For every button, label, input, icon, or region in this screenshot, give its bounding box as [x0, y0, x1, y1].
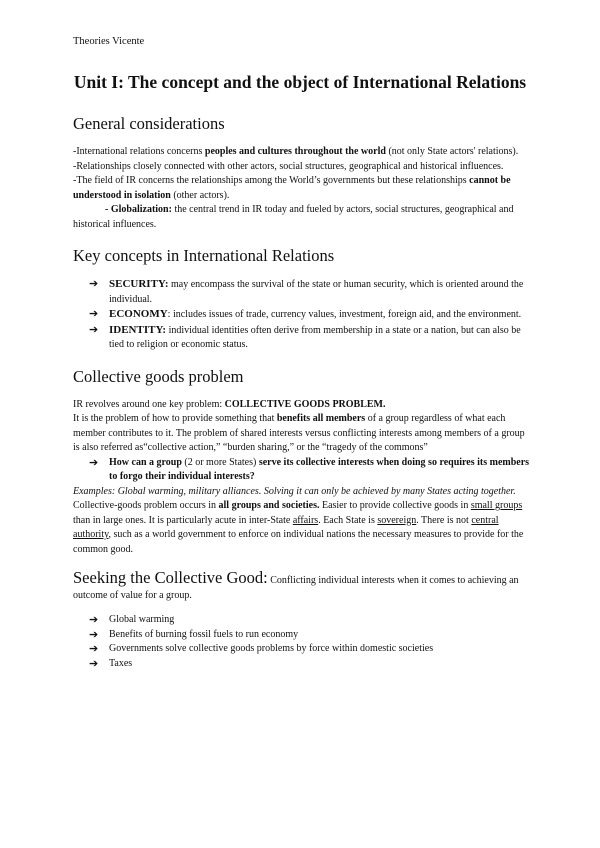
paragraph: Collective-goods problem occurs in all groups and societies. Easier to provide collective goods in small groups than in large ones. It is particularly acute in inter-State affairs. Each State is sovereign. There is not central authority, such as a world government to enforce on individual nations the necessary measures to provide for the common good. — [73, 500, 524, 555]
section-heading-seeking: Seeking the Collective Good: — [73, 568, 268, 587]
list-item: ➔ Taxes — [89, 657, 133, 670]
list-item: ➔ SECURITY: may encompass the survival of the state or human security, which is oriented around the individual. — [89, 278, 524, 305]
section-collective-goods — [73, 367, 533, 558]
section-key-concepts — [73, 246, 533, 353]
section-heading-collective-goods: Collective goods problem — [73, 366, 244, 386]
question-list — [73, 456, 533, 485]
paragraph: It is the problem of how to provide something that benefits all members of a group regardless of what each member contributes to it. The problem of shared interests versus conflicting interests among members of a group is also referred as“collective action,” “burden sharing,” or the “tragedy of the commons” — [73, 413, 525, 453]
paragraph: -Relationships closely connected with other actors, social structures, geographical and historical influences. — [73, 160, 504, 172]
paragraph: -The field of IR concerns the relationships among the World’s governments but these relationships cannot be understood in isolation (other actors). — [73, 175, 511, 201]
arrow-icon: ➔ — [89, 657, 99, 670]
arrow-icon: ➔ — [89, 643, 99, 655]
paragraph: -International relations concerns peoples and cultures throughout the world (not only State actors' relations). — [73, 146, 519, 157]
list-item: ➔ ECONOMY: includes issues of trade, currency values, investment, foreign aid, and the environment. — [89, 308, 522, 320]
paragraph: - Globalization: the central trend in IR today and fueled by actors, social structures, geographical and historical influences. — [73, 204, 514, 230]
list-item: ➔ IDENTITY: individual identities often derive from membership in a state or a nation, but can also be tied to religion or economic status. — [89, 323, 521, 350]
paragraph: IR revolves around one key problem: COLLECTIVE GOODS PROBLEM. — [73, 398, 386, 410]
arrow-icon: ➔ — [89, 628, 99, 641]
key-concepts-list — [73, 277, 533, 353]
list-item: ➔ Global warming — [89, 614, 175, 626]
arrow-icon: ➔ — [89, 614, 99, 626]
section-heading-key-concepts: Key concepts in International Relations — [73, 246, 335, 265]
list-item: ➔ Benefits of burning fossil fuels to run economy — [89, 628, 299, 641]
seeking-list — [73, 613, 533, 671]
paragraph: Seeking the Collective Good: Conflicting individual interests when it comes to achieving an outcome of value for a group. — [73, 568, 519, 601]
page-title: Unit I: The concept and the object of International Relations — [73, 72, 527, 92]
list-item: ➔ How can a group (2 or more States) serve its collective interests when doing so requires its members to forgo their individual interests? — [89, 456, 530, 482]
document-body — [73, 114, 533, 685]
page-header: Theories Vicente — [73, 36, 145, 47]
list-item: ➔ Governments solve collective goods problems by force within domestic societies — [89, 643, 434, 655]
arrow-icon: ➔ — [89, 323, 99, 336]
arrow-icon: ➔ — [89, 278, 99, 290]
arrow-icon: ➔ — [89, 456, 99, 469]
section-heading-general: General considerations — [73, 114, 225, 133]
section-seeking — [73, 568, 533, 671]
examples-text: Examples: Global warming, military alliances. Solving it can only be achieved by many States acting together. — [73, 485, 516, 497]
section-general — [73, 114, 533, 232]
arrow-icon: ➔ — [89, 308, 99, 320]
